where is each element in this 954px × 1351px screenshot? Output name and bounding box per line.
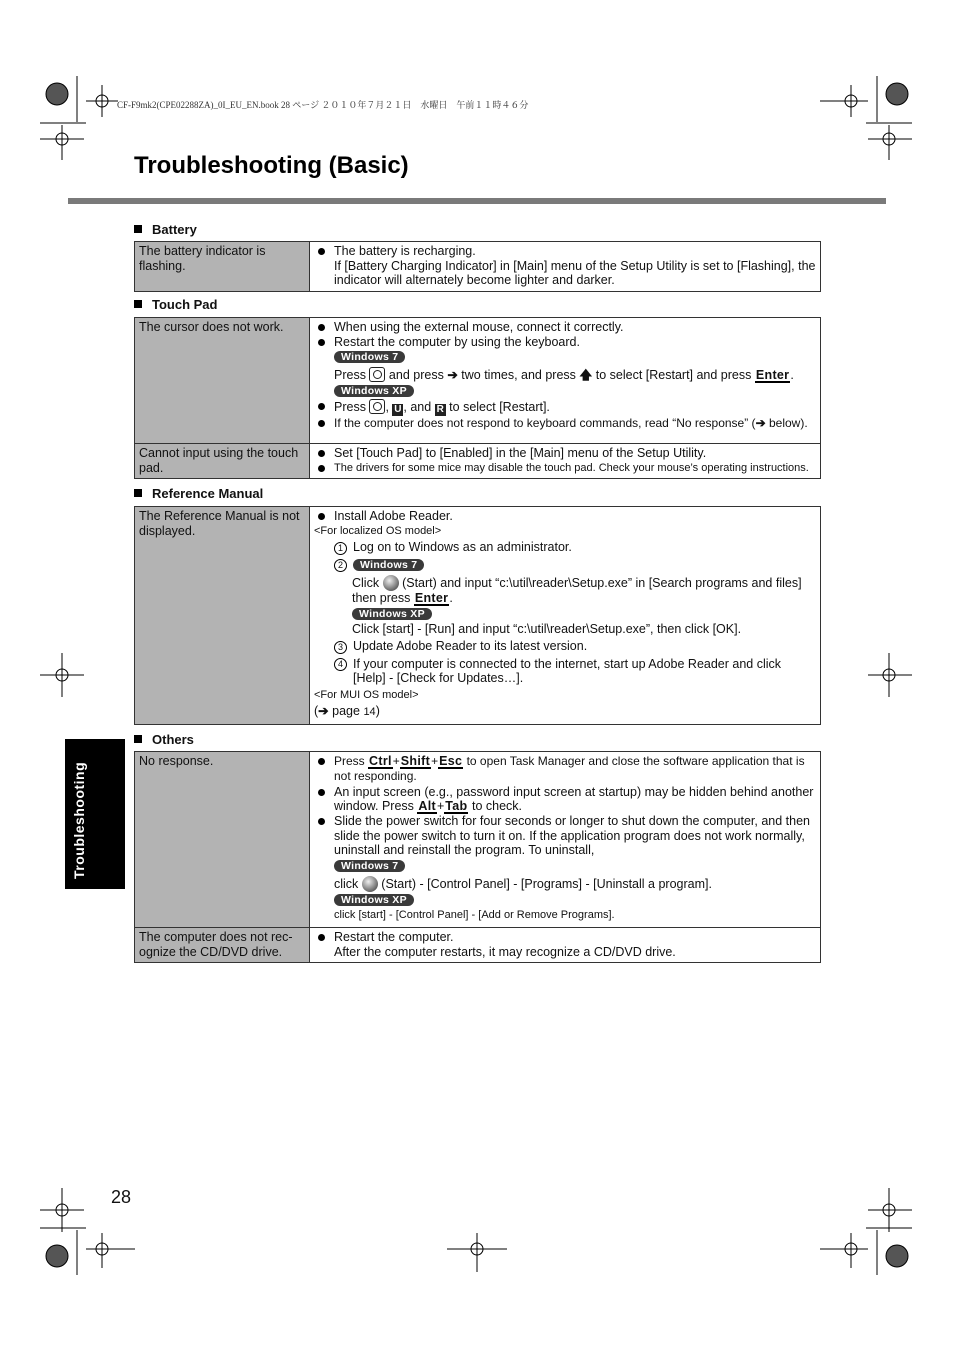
table-row (135, 752, 821, 928)
table-row (135, 507, 821, 725)
page-title: Troubleshooting (Basic) (134, 152, 409, 179)
windows7-badge: Windows 7 (334, 860, 405, 872)
section-touchpad-heading: Touch Pad (134, 297, 217, 312)
touchpad-table (134, 317, 821, 479)
windows-key-icon (369, 399, 385, 414)
solution-cell: Install Adobe Reader. <For localized OS model> 1 Log on to Windows as an administrator. 2 Windows 7 Click (Start) and input “c:\util\reader\Setup.exe” in [Search programs and files] then press Enter. Windows XP Click [start] - [Run] and input “c:\util\reader\Setup.exe”, then click [OK]. 3 Update Adobe Reader to its latest version. 4 If your computer is connected to the internet, start up Adobe Reader and click [Help] - [Check for Updates…]. <For MUI OS model> (➔ page 14) (310, 507, 821, 725)
symptom-cell: The Reference Manual is not displayed. (135, 507, 310, 725)
windows-key-icon (369, 367, 385, 382)
key-r-icon: R (436, 404, 444, 415)
section-others-heading: Others (134, 732, 194, 747)
square-bullet-icon (134, 300, 142, 308)
arrow-right-icon: ➔ (447, 368, 458, 382)
symptom-cell: No response. (135, 752, 310, 928)
square-bullet-icon (134, 225, 142, 233)
key-u-icon: U (394, 404, 402, 415)
esc-key: Esc (439, 754, 463, 768)
arrow-right-icon: ➔ (318, 704, 329, 718)
start-orb-icon (362, 876, 378, 892)
table-row (135, 444, 821, 479)
square-bullet-icon (134, 489, 142, 497)
table-row (135, 242, 821, 292)
windowsxp-badge: Windows XP (334, 894, 414, 906)
table-row (135, 928, 821, 963)
alt-key: Alt (418, 799, 436, 813)
solution-cell: The battery is recharging. If [Battery Charging Indicator] in [Main] menu of the Setup Utility is set to [Flashing], the indicator will alternately become lighter and darker. (310, 242, 821, 292)
symptom-cell: The computer does not rec-ognize the CD/DVD drive. (135, 928, 310, 963)
section-battery-heading: Battery (134, 222, 197, 237)
section-refman-heading: Reference Manual (134, 486, 263, 501)
ctrl-key: Ctrl (369, 754, 392, 768)
page-link[interactable]: 14 (363, 706, 376, 718)
enter-key: Enter (414, 591, 449, 605)
windowsxp-badge: Windows XP (352, 608, 432, 620)
windows7-badge: Windows 7 (353, 559, 424, 571)
square-bullet-icon (134, 735, 142, 743)
side-tab-label: Troubleshooting (71, 761, 87, 879)
symptom-cell: The battery indicator is flashing. (135, 242, 310, 292)
title-rule (68, 198, 886, 204)
page-number: 28 (111, 1187, 132, 1207)
windows7-badge: Windows 7 (334, 351, 405, 363)
shift-key: Shift (400, 754, 431, 768)
symptom-cell: Cannot input using the touch pad. (135, 444, 310, 479)
solution-cell: Restart the computer. After the computer restarts, it may recognize a CD/DVD drive. (310, 928, 821, 963)
refman-table (134, 506, 821, 725)
arrow-right-icon: ➔ (755, 416, 766, 430)
solution-cell: Press Ctrl+Shift+Esc to open Task Manager and close the software application that is not responding. An input screen (e.g., password input screen at startup) may be hidden behind another window. Press Alt+Tab to check. Slide the power switch for four seconds or longer to shut down the computer, and then slide the power switch to turn it on. If the application program does not work normally, uninstall and reinstall the program. To uninstall, Windows 7 click (Start) - [Control Panel] - [Programs] - [Uninstall a program]. Windows XP click [start] - [Control Panel] - [Add or Remove Programs]. (310, 752, 821, 928)
windowsxp-badge: Windows XP (334, 385, 414, 397)
table-row (135, 318, 821, 444)
battery-table (134, 241, 821, 292)
arrow-up-icon: 🡅 (579, 368, 593, 382)
solution-cell: When using the external mouse, connect it correctly. Restart the computer by using the keyboard. Windows 7 Press and press ➔ two times, and press 🡅 to select [Restart] and press Enter. Windows XP Press , U , and R to select [Restart]. If the computer does not respond to keyboard commands, read “No response” (➔ below). (310, 318, 821, 444)
start-orb-icon (383, 575, 399, 591)
symptom-cell: The cursor does not work. (135, 318, 310, 444)
file-header-line: CF-F9mk2(CPE02288ZA)_0I_EU_EN.book 28 ページ ２０１０年７月２１日 水曜日 午前１１時４６分 (117, 100, 529, 110)
tab-key: Tab (445, 799, 468, 813)
others-table (134, 751, 821, 963)
bullet-dot: The battery is recharging. (316, 244, 816, 259)
enter-key: Enter (755, 368, 790, 382)
solution-cell: Set [Touch Pad] to [Enabled] in the [Main] menu of the Setup Utility. The drivers for some mice may disable the touch pad. Check your mouse’s operating instructions. (310, 444, 821, 479)
side-tab (65, 739, 125, 889)
